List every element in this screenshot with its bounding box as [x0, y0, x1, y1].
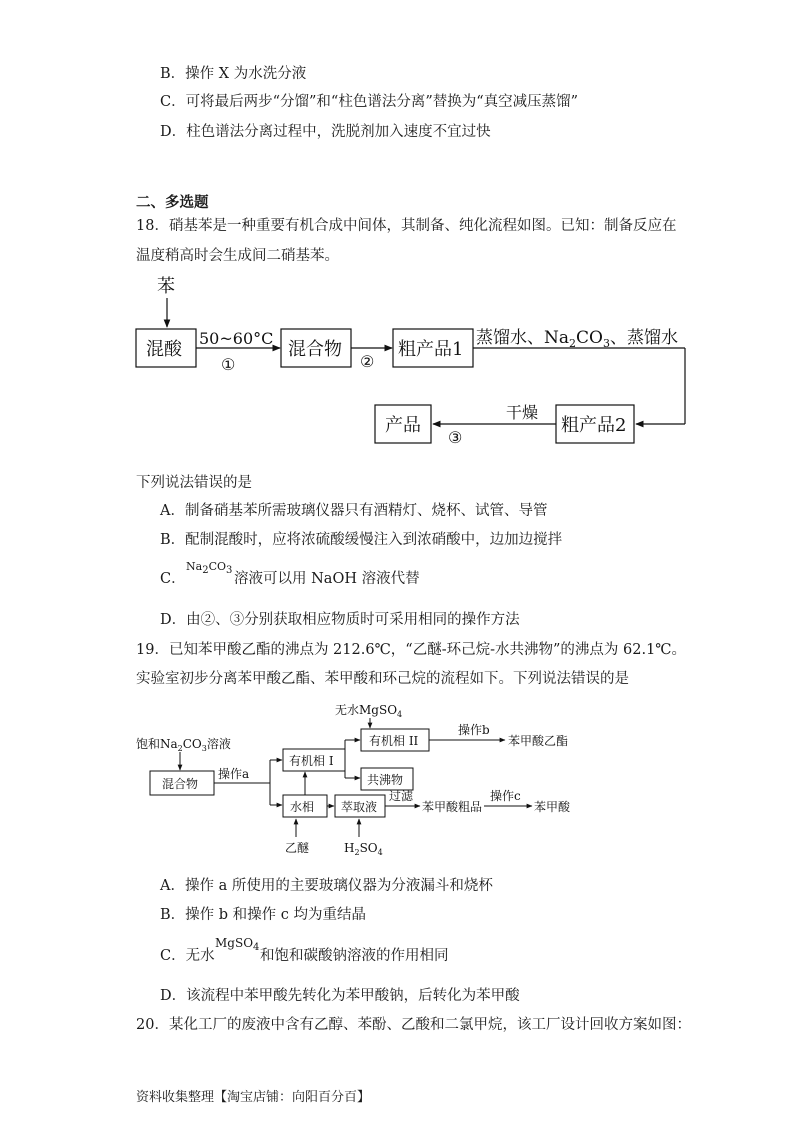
q18-wash-pre: 蒸馏水、Na [476, 328, 570, 348]
q18-question: 下列说法错误的是 [136, 475, 252, 491]
q18-mixture-label: 混合物 [288, 339, 342, 360]
q19-saturated-label [136, 736, 231, 753]
q19-op-c-label: 操作c [490, 789, 521, 803]
q18-wash-sub1: 2 [569, 337, 577, 350]
q18-step3-label: ③ [448, 428, 463, 447]
q18-stem-line2: 温度稍高时会生成间二硝基苯。 [136, 248, 339, 264]
q19-sat-post: 溶液 [206, 737, 231, 751]
q19-org1-label: 有机相 I [289, 754, 334, 768]
q19-formula-main: MgSO [215, 936, 254, 950]
q19-option-d: D．该流程中苯甲酸先转化为苯甲酸钠，后转化为苯甲酸 [160, 988, 520, 1004]
q18-formula-mid: CO [208, 560, 226, 573]
q18-formula-sub1: 2 [202, 565, 209, 576]
q18-stem-line1: 18．硝基苯是一种重要有机合成中间体，其制备、纯化流程如图。已知：制备反应在 [136, 218, 677, 234]
q19-option-b: B．操作 b 和操作 c 均为重结晶 [160, 907, 366, 923]
q19-sat-mid: CO [182, 737, 202, 751]
q19-extract-label: 萃取液 [341, 800, 378, 814]
q17-option-b: B．操作 X 为水洗分液 [160, 66, 307, 82]
q18-product-label: 产品 [385, 415, 421, 436]
q18-temp-label: 50~60°C [199, 329, 274, 348]
q18-wash-sub2: 3 [602, 337, 610, 350]
q19-azeotrope-label: 共沸物 [367, 773, 404, 787]
q19-crude-acid-label: 苯甲酸粗品 [422, 800, 483, 814]
q19-anhydrous-sub: 4 [397, 710, 403, 719]
q19-option-a: A．操作 a 所使用的主要玻璃仪器为分液漏斗和烧杯 [160, 878, 493, 894]
q19-filter-label: 过滤 [389, 789, 414, 803]
q18-dry-label: 干燥 [506, 403, 539, 422]
q19-acid-label: 苯甲酸 [534, 800, 571, 814]
q19-h2so4-sub2: 4 [377, 848, 383, 857]
q18-mixed-acid-label: 混酸 [146, 339, 182, 360]
q18-option-c-label: C． [160, 571, 186, 587]
q19-stem-line2: 实验室初步分离苯甲酸乙酯、苯甲酸和环己烷的流程如下。下列说法错误的是 [136, 671, 629, 687]
section-title: 二、多选题 [136, 194, 209, 211]
q19-h2so4-mid: SO [359, 841, 378, 855]
q19-op-b-label: 操作b [458, 723, 490, 737]
q19-h2so4-sub1: 2 [354, 848, 360, 857]
q17-option-d: D．柱色谱法分离过程中，洗脱剂加入速度不宜过快 [160, 124, 491, 140]
q18-step2-label: ② [360, 352, 375, 371]
q18-wash-mid: CO [576, 328, 603, 348]
q18-formula-main: Na [186, 560, 203, 573]
q19-sat-sub1: 2 [177, 744, 183, 753]
q19-option-c-label: C．无水 [160, 948, 215, 964]
page-footer: 资料收集整理【淘宝店铺：向阳百分百】 [136, 1090, 371, 1105]
q19-option-c-text: 和饱和碳酸钠溶液的作用相同 [260, 948, 449, 964]
q19-stem-line1: 19．已知苯甲酸乙酯的沸点为 212.6℃，“乙醚-环己烷-水共沸物”的沸点为 62.1℃。 [136, 642, 687, 658]
q18-option-c-text: 溶液可以用 NaOH 溶液代替 [234, 571, 420, 587]
q19-sat-sub2: 3 [201, 744, 207, 753]
q19-ether-label: 乙醚 [285, 841, 310, 855]
q19-sat-pre: 饱和Na [136, 737, 178, 751]
q18-step1-label: ① [221, 355, 236, 374]
q19-option-c-formula [215, 936, 259, 953]
q19-formula-sub: 4 [253, 942, 260, 953]
q18-crude2-label: 粗产品2 [561, 415, 627, 436]
q19-op-a-label: 操作a [218, 767, 250, 781]
q19-anhydrous-label [335, 702, 402, 719]
q19-anhydrous-main: 无水MgSO [335, 703, 398, 717]
q18-option-b: B．配制混酸时，应将浓硫酸缓慢注入到浓硝酸中，边加边搅拌 [160, 532, 563, 548]
q18-option-a: A．制备硝基苯所需玻璃仪器只有酒精灯、烧杯、试管、导管 [160, 503, 548, 519]
q18-option-d: D．由②、③分别获取相应物质时可采用相同的操作方法 [160, 612, 520, 628]
q18-benzene-label: 苯 [157, 276, 175, 297]
q19-h2so4-label [344, 841, 383, 857]
q18-crude1-label: 粗产品1 [398, 339, 464, 360]
q19-org2-label: 有机相 II [369, 734, 419, 748]
q19-mixture-label: 混合物 [162, 777, 199, 791]
q18-wash-post: 、蒸馏水 [609, 328, 678, 348]
q19-aqueous-label: 水相 [290, 800, 315, 814]
q18-formula-sub2: 3 [226, 565, 233, 576]
q17-option-c: C．可将最后两步“分馏”和“柱色谱法分离”替换为“真空减压蒸馏” [160, 94, 579, 110]
q20-stem: 20．某化工厂的废液中含有乙醇、苯酚、乙酸和二氯甲烷，该工厂设计回收方案如图： [136, 1017, 691, 1033]
q19-h2so4-pre: H [344, 841, 355, 855]
q19-ester-label: 苯甲酸乙酯 [508, 734, 569, 748]
